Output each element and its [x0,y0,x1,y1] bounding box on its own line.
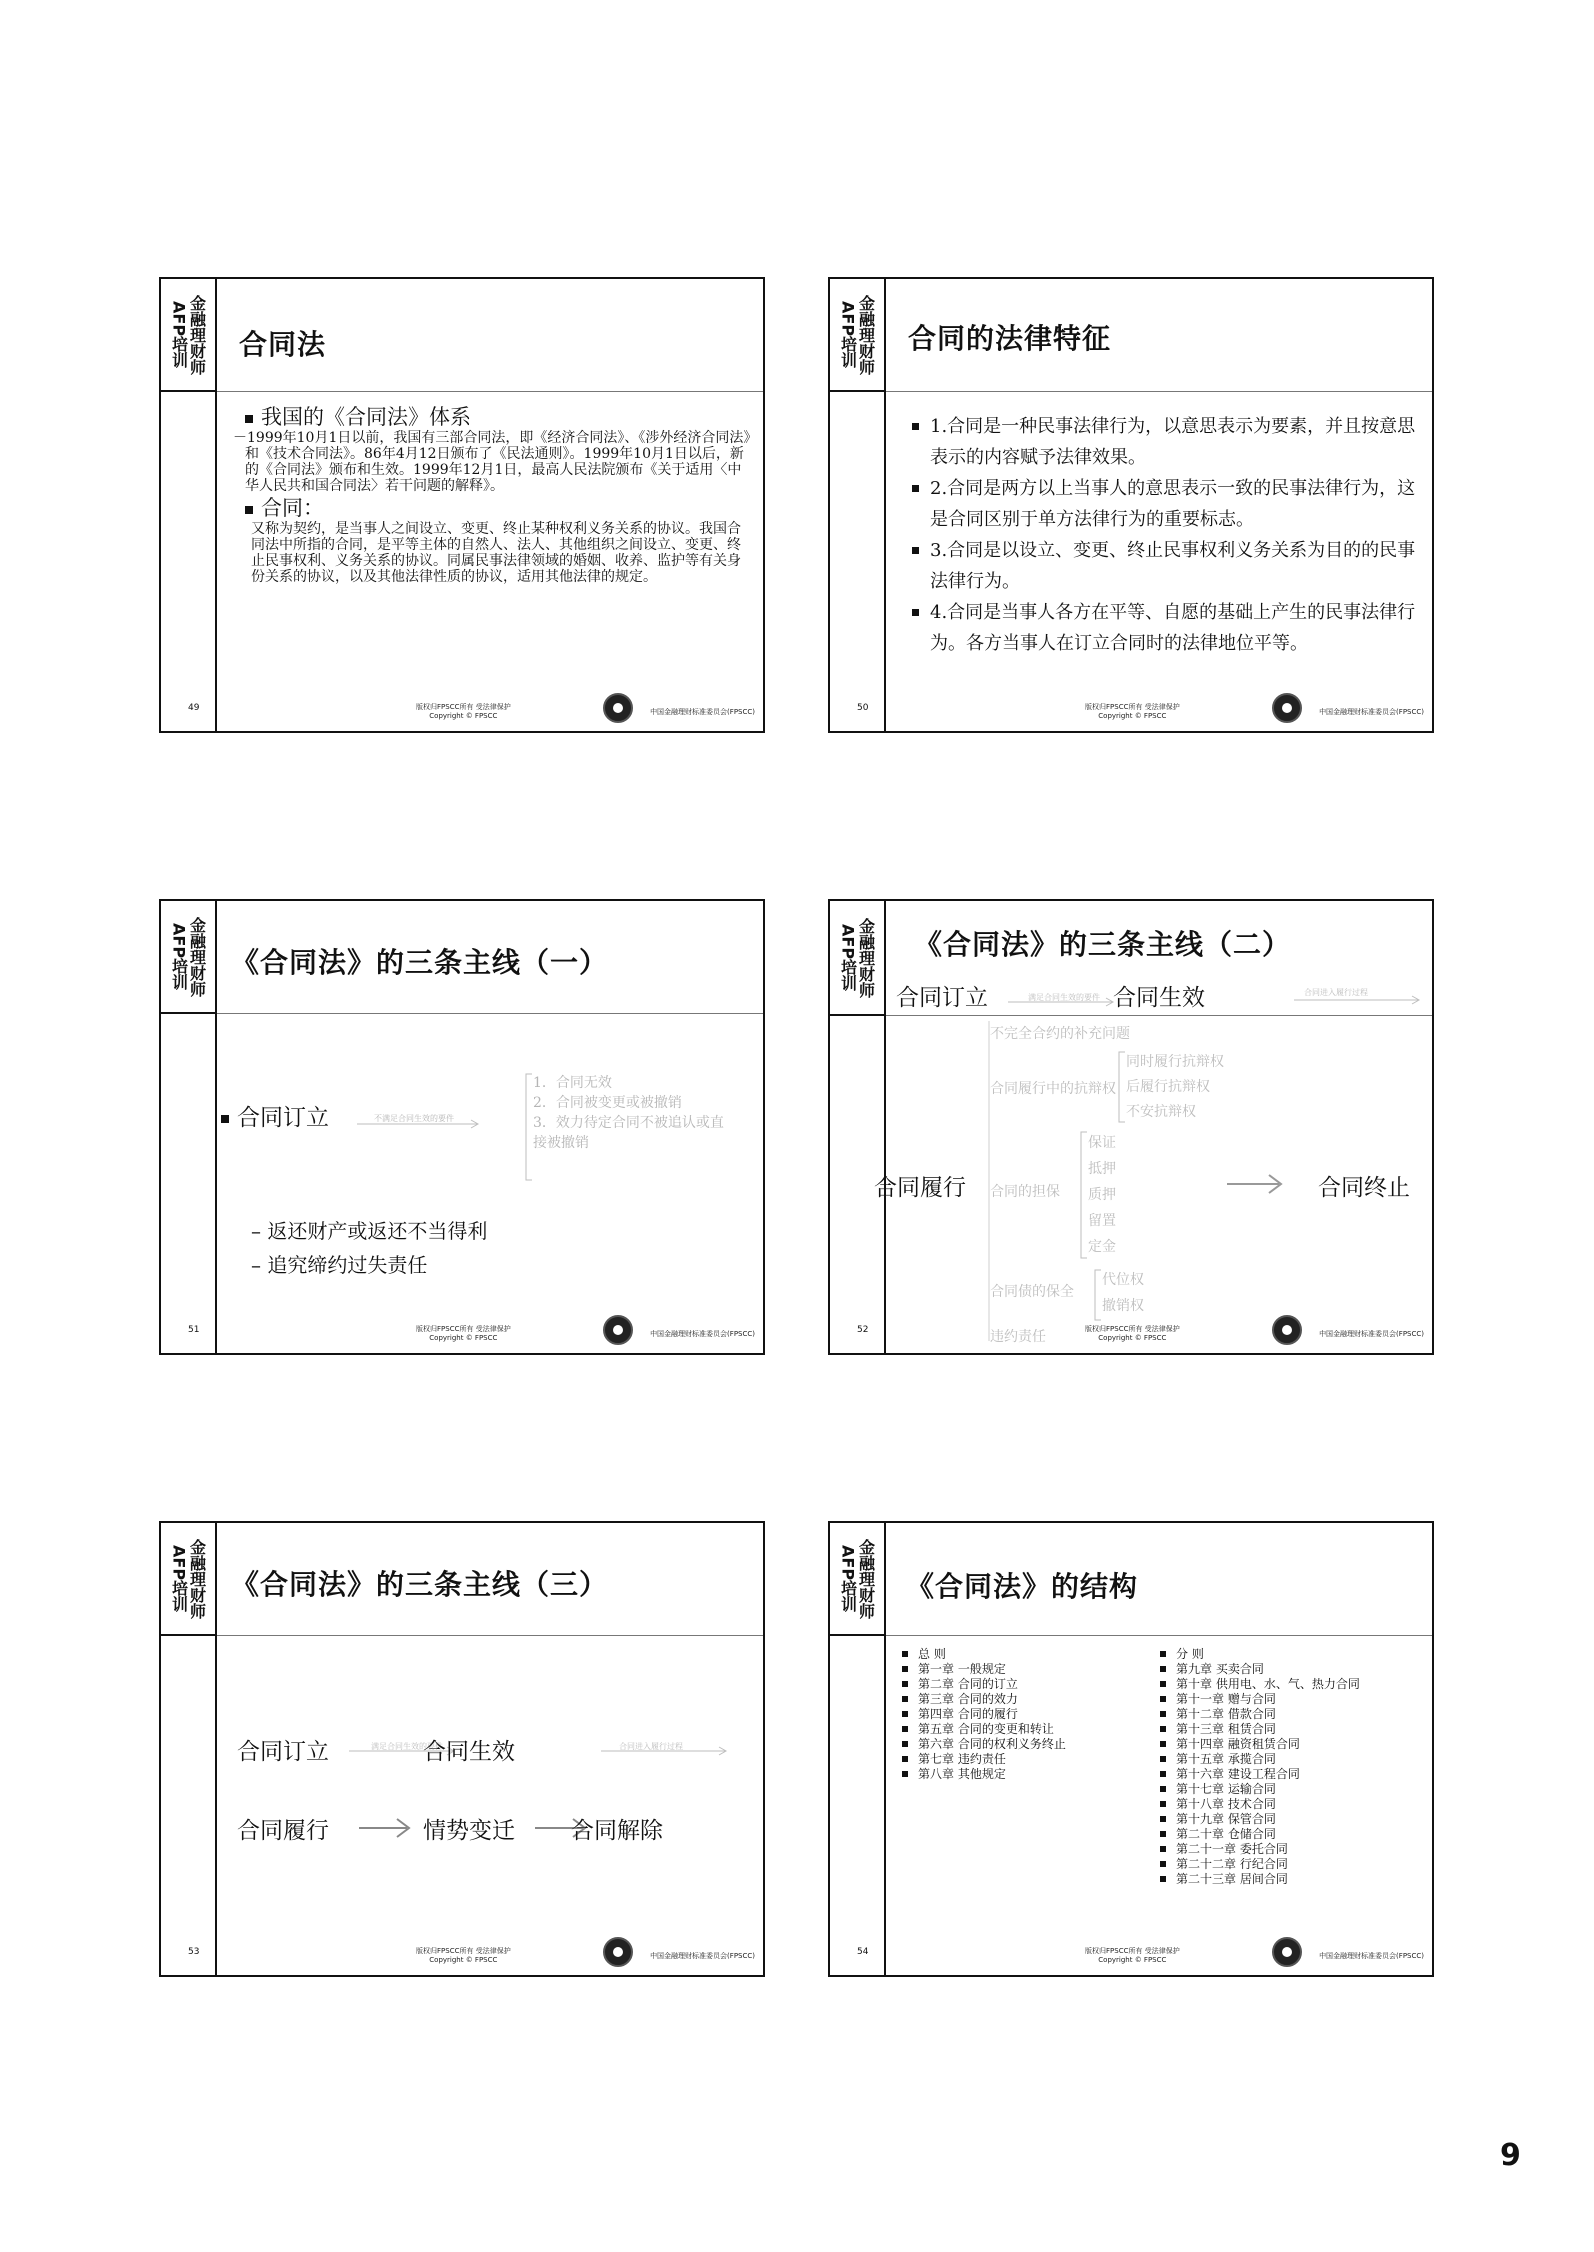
toc-item: 第十章 供用电、水、气、热力合同 [1160,1677,1396,1692]
association-name: 中国金融理财标准委员会(FPSCC) [650,1330,755,1338]
bullet-icon [1160,1861,1166,1867]
title-area [217,1523,763,1636]
brand-panel [830,901,886,1016]
node-termination: 合同终止 [1318,1175,1410,1201]
bullet-icon [1160,1666,1166,1672]
toc-item: 第十五章 承揽合同 [1160,1752,1396,1767]
slide-53 [159,1521,765,1977]
slide-body [231,405,751,585]
node-rescission: 合同解除 [571,1818,663,1844]
paragraph-definition: 又称为契约，是当事人之间设立、变更、终止某种权利义务关系的协议。我国合同法中所指的合同，是平等主体的自然人、法人、其他组织之间设立、变更、终止民事权利、义务关系的协议。同属民事法律领域的婚姻、收养、监护等有关身份关系的协议，以及其他法律性质的协议，适用其他法律的规定。 [251,521,741,585]
toc-item: 分 则 [1160,1647,1396,1662]
bullet-icon [1160,1771,1166,1777]
association-name: 中国金融理财标准委员会(FPSCC) [1319,1952,1424,1960]
slide-number: 53 [188,1947,200,1957]
fpscc-logo-icon [1272,693,1302,723]
node-contract-formation: 合同订立 [221,1099,329,1132]
slide-title: 《合同法》的三条主线（二） [914,928,1292,961]
fpscc-logo-icon [1272,1937,1302,1967]
fpscc-logo-icon [603,1937,633,1967]
gap-issue: 不完全合约的补充问题 [990,1026,1130,1042]
brand-panel [161,901,217,1014]
copyright: 版权归FPSCC所有 受法律保护 Copyright © FPSCC [1085,1947,1180,1964]
node-formation: 合同订立 [237,1739,329,1765]
copyright: 版权归FPSCC所有 受法律保护 Copyright © FPSCC [416,703,511,720]
slide-49 [159,277,765,733]
brand-panel [830,279,886,392]
bullet-icon [1160,1711,1166,1717]
brand-panel [161,279,217,392]
fpscc-logo-icon [603,693,633,723]
brand-sub: AFP培训 [838,923,858,992]
title-area [886,1523,1432,1636]
bullet-icon [902,1651,908,1657]
arrow-right-icon [357,1119,485,1129]
brand-sub: AFP培训 [838,300,858,369]
defense-item: 不安抗辩权 [1126,1104,1196,1120]
defense-list [1126,1050,1224,1125]
bullet-icon [902,1741,908,1747]
slide-52 [828,899,1434,1355]
arrow-label: 合同进入履行过程 [1304,988,1368,997]
bracket-icon [525,1073,533,1181]
bullet-icon [902,1696,908,1702]
defense-item: 后履行抗辩权 [1126,1079,1210,1095]
bullet-icon [902,1726,908,1732]
bracket-icon [1094,1269,1102,1321]
guarantee-list [1088,1130,1116,1260]
title-area [217,279,763,392]
toc-item: 第三章 合同的效力 [902,1692,1132,1707]
bullet-icon [902,1666,908,1672]
bullet-icon [1160,1846,1166,1852]
slide-title: 合同法 [239,328,327,361]
bullet-icon [1160,1801,1166,1807]
outcome-item: 1．合同无效 [533,1075,612,1091]
toc-item: 第九章 买卖合同 [1160,1662,1396,1677]
list-item: 1.合同是一种民事法律行为，以意思表示为要素，并且按意思表示的内容赋予法律效果。 [912,411,1422,473]
bullet-icon [912,547,919,554]
arrow-right-icon [1225,1169,1285,1199]
side-bar [161,1014,217,1353]
toc-item: 第十六章 建设工程合同 [1160,1767,1396,1782]
association-name: 中国金融理财标准委员会(FPSCC) [650,1952,755,1960]
association-name: 中国金融理财标准委员会(FPSCC) [1319,708,1424,716]
slide-number: 51 [188,1325,200,1335]
outcome-item: 2．合同被变更或被撤销 [533,1095,682,1111]
bullet-icon [902,1711,908,1717]
consequence-item: – 追究缔约过失责任 [251,1253,428,1277]
side-bar [830,392,886,731]
bullet-icon [912,485,919,492]
slide-51 [159,899,765,1355]
side-bar [830,1636,886,1975]
bullet-icon [245,506,253,514]
arrow-right-icon [357,1813,413,1843]
node-change-of-circumstances: 情势变迁 [423,1818,515,1844]
toc-item: 第八章 其他规定 [902,1767,1132,1782]
arrow-right-icon [1294,995,1424,1005]
bullet-icon [245,415,253,423]
slide-number: 49 [188,703,200,713]
guarantee-item: 留置 [1088,1213,1116,1229]
title-area [886,279,1432,392]
brand-title: 金融理财师 [856,917,876,998]
defense-rights: 合同履行中的抗辩权 [990,1081,1116,1097]
toc-item: 第七章 违约责任 [902,1752,1132,1767]
bullet-icon [1160,1681,1166,1687]
defense-item: 同时履行抗辩权 [1126,1054,1224,1070]
bullet-icon [1160,1756,1166,1762]
side-bar [161,392,217,731]
guarantee: 合同的担保 [990,1184,1060,1200]
node-performance: 合同履行 [237,1818,329,1844]
side-bar [161,1636,217,1975]
node-effective: 合同生效 [423,1739,515,1765]
arrow-right-icon [1008,997,1118,1007]
slide-54 [828,1521,1434,1977]
slide-50 [828,277,1434,733]
consequence-item: – 返还财产或返还不当得利 [251,1219,488,1243]
bracket-icon [1118,1051,1126,1123]
toc-item: 第十二章 借款合同 [1160,1707,1396,1722]
slide-title: 合同的法律特征 [908,322,1112,355]
toc-item: 第六章 合同的权利义务终止 [902,1737,1132,1752]
guarantee-item: 定金 [1088,1239,1116,1255]
bullet-icon [1160,1741,1166,1747]
slide-number: 54 [857,1947,869,1957]
brand-sub: AFP培训 [169,300,189,369]
copyright: 版权归FPSCC所有 受法律保护 Copyright © FPSCC [1085,1325,1180,1342]
toc-item: 第二十三章 居间合同 [1160,1872,1396,1887]
arrow-label: 不满足合同生效的要件 [374,1114,454,1123]
brand-sub: AFP培训 [838,1544,858,1613]
toc-general-provisions [902,1647,1132,1782]
arrow-right-icon [601,1746,731,1756]
heading-contract: 合同： [245,500,751,517]
toc-item: 第十八章 技术合同 [1160,1797,1396,1812]
arrow-label: 满足合同生效的要件 [1028,993,1100,1002]
copyright: 版权归FPSCC所有 受法律保护 Copyright © FPSCC [416,1325,511,1342]
brand-sub: AFP培训 [169,922,189,991]
heading-system: 我国的《合同法》体系 [245,409,751,426]
slide-number: 52 [857,1325,869,1335]
toc-item: 第五章 合同的变更和转让 [902,1722,1132,1737]
bullet-icon [912,609,919,616]
bullet-icon [902,1771,908,1777]
slide-body [912,411,1422,659]
toc-specific-provisions [1160,1647,1396,1887]
association-name: 中国金融理财标准委员会(FPSCC) [1319,1330,1424,1338]
toc-item: 第十七章 运输合同 [1160,1782,1396,1797]
toc-item: 第十三章 租赁合同 [1160,1722,1396,1737]
paragraph-history: －1999年10月1日以前，我国有三部合同法，即《经济合同法》、《涉外经济合同法》和《技术合同法》。86年4月12日颁布了《民法通则》。1999年10月1日以后，新的《合同法》颁布和生效。1999年12月1日，最高人民法院颁布《关于适用〈中华人民共和国合同法〉若干问题的解释》。 [233,430,751,494]
preservation: 合同债的保全 [990,1284,1074,1300]
bullet-icon [912,423,919,430]
guarantee-item: 保证 [1088,1135,1116,1151]
node-effective: 合同生效 [1113,985,1205,1011]
bullet-icon [1160,1816,1166,1822]
bracket-icon [1080,1131,1088,1259]
copyright: 版权归FPSCC所有 受法律保护 Copyright © FPSCC [1085,703,1180,720]
list-item: 2.合同是两方以上当事人的意思表示一致的民事法律行为，这是合同区别于单方法律行为的重要标志。 [912,473,1422,535]
brand-title: 金融理财师 [187,1538,207,1619]
toc-item: 总 则 [902,1647,1132,1662]
brand-title: 金融理财师 [187,916,207,997]
toc-item: 第二十章 仓储合同 [1160,1827,1396,1842]
slide-number: 50 [857,703,869,713]
node-formation: 合同订立 [896,985,988,1011]
title-area [217,901,763,1014]
toc-item: 第二十二章 行纪合同 [1160,1857,1396,1872]
sheet-page-number: 9 [1500,2138,1521,2173]
brand-title: 金融理财师 [856,294,876,375]
toc-item: 第二章 合同的订立 [902,1677,1132,1692]
outcome-list [533,1073,733,1153]
guarantee-item: 质押 [1088,1187,1116,1203]
list-item: 3.合同是以设立、变更、终止民事权利义务关系为目的的民事法律行为。 [912,535,1422,597]
arrow-label: 满足合同生效的要件 [371,1742,443,1751]
slide-title: 《合同法》的结构 [906,1570,1139,1603]
brand-panel [830,1523,886,1636]
bullet-icon [902,1756,908,1762]
slide-title: 《合同法》的三条主线（一） [231,946,609,979]
brand-panel [161,1523,217,1636]
bullet-icon [221,1115,229,1123]
toc-item: 第二十一章 委托合同 [1160,1842,1396,1857]
brand-title: 金融理财师 [856,1538,876,1619]
toc-item: 第十九章 保管合同 [1160,1812,1396,1827]
toc-item: 第四章 合同的履行 [902,1707,1132,1722]
list-item: 4.合同是当事人各方在平等、自愿的基础上产生的民事法律行为。各方当事人在订立合同时的法律地位平等。 [912,597,1422,659]
guarantee-item: 抵押 [1088,1161,1116,1177]
bullet-icon [1160,1696,1166,1702]
preservation-item: 撤销权 [1102,1298,1144,1314]
fpscc-logo-icon [603,1315,633,1345]
arrow-label: 合同进入履行过程 [619,1742,683,1751]
toc-item: 第一章 一般规定 [902,1662,1132,1677]
toc-item: 第十一章 赠与合同 [1160,1692,1396,1707]
preservation-item: 代位权 [1102,1272,1144,1288]
bullet-icon [902,1681,908,1687]
brand-title: 金融理财师 [187,294,207,375]
bullet-icon [1160,1876,1166,1882]
bullet-icon [1160,1651,1166,1657]
toc-item: 第十四章 融资租赁合同 [1160,1737,1396,1752]
brand-sub: AFP培训 [169,1544,189,1613]
fpscc-logo-icon [1272,1315,1302,1345]
bullet-icon [1160,1786,1166,1792]
bullet-icon [1160,1831,1166,1837]
preservation-list [1102,1267,1144,1319]
bullet-icon [1160,1726,1166,1732]
association-name: 中国金融理财标准委员会(FPSCC) [650,708,755,716]
node-performance: 合同履行 [874,1175,966,1201]
copyright: 版权归FPSCC所有 受法律保护 Copyright © FPSCC [416,1947,511,1964]
consequence-list [251,1214,487,1282]
outcome-item: 3．效力待定合同不被追认或直接被撤销 [533,1115,724,1151]
slide-title: 《合同法》的三条主线（三） [231,1568,609,1601]
breach-liability: 违约责任 [990,1329,1046,1345]
